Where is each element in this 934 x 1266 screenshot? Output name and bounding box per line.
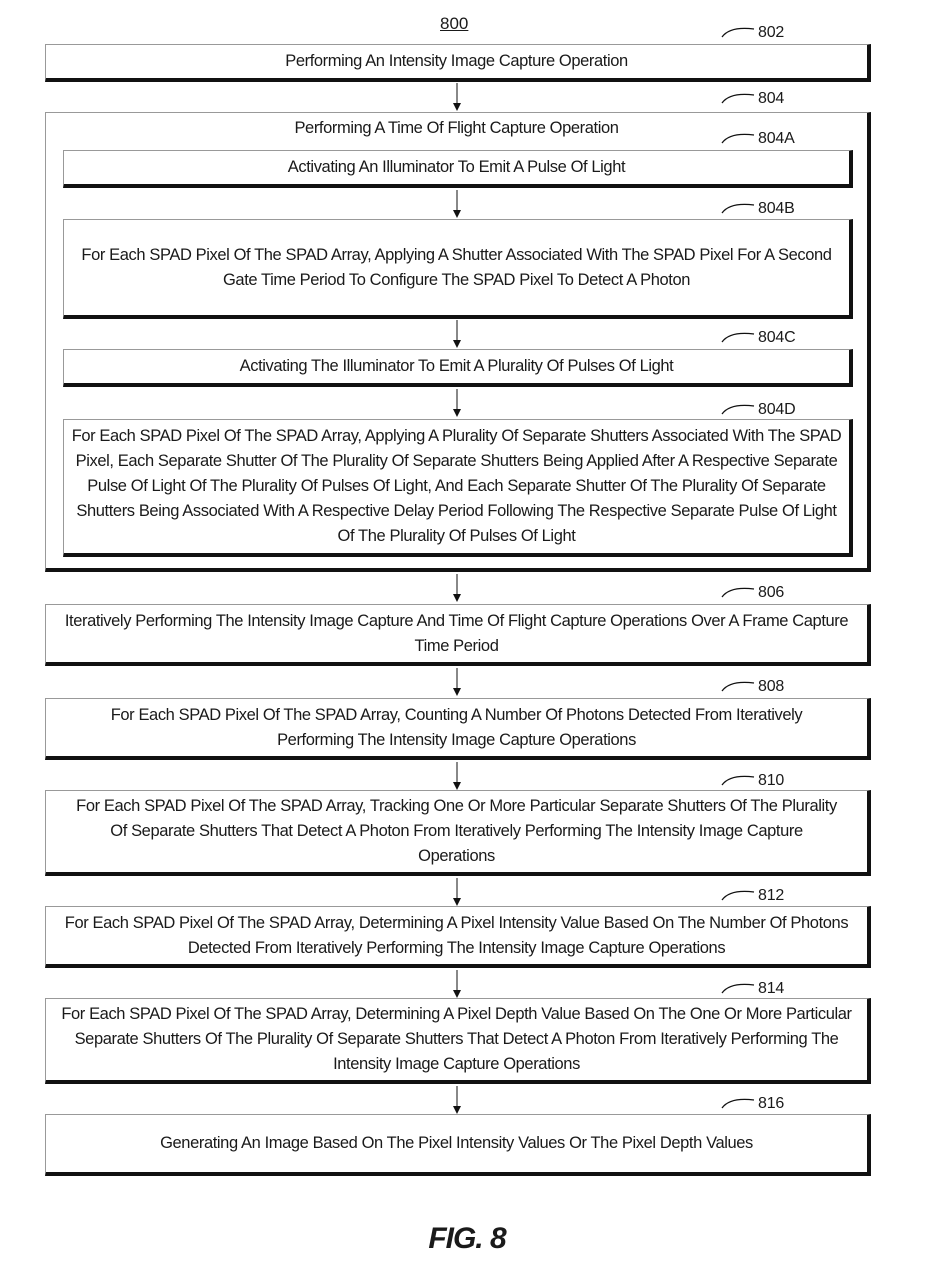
flow-arrow (451, 970, 463, 1000)
leader-line (720, 772, 756, 786)
leader-line (720, 584, 756, 598)
figure-caption: FIG. 8 (428, 1222, 506, 1255)
step-810-text: For Each SPAD Pixel Of The SPAD Array, Tracking One Or More Particular Separate Shutters Of The Plurality Of Separate Shutters That Detect A Photon From Iteratively Performing The Intensity Image Capture Operations (76, 797, 837, 865)
leader-line (720, 678, 756, 692)
ref-label-810: 810 (758, 772, 784, 790)
ref-label-806: 806 (758, 584, 784, 602)
flow-arrow (451, 878, 463, 908)
step-804C-text: Activating The Illuminator To Emit A Plurality Of Pulses Of Light (239, 357, 674, 375)
leader-line (720, 1095, 756, 1109)
ref-label-814: 814 (758, 980, 784, 998)
ref-label-804D: 804D (758, 401, 795, 419)
ref-label-804C: 804C (758, 329, 795, 347)
step-804B-box (63, 219, 853, 319)
ref-label-816: 816 (758, 1095, 784, 1113)
step-804A-text: Activating An Illuminator To Emit A Pulse Of Light (287, 158, 626, 176)
flow-arrow (451, 668, 463, 698)
step-814-box (45, 998, 871, 1084)
step-804A-box (63, 150, 853, 188)
ref-label-804: 804 (758, 90, 784, 108)
step-802-box (45, 44, 871, 82)
leader-line (720, 329, 756, 343)
leader-line (720, 90, 756, 104)
step-812-box (45, 906, 871, 968)
step-804D-box (63, 419, 853, 557)
figure-ref-800: 800 (440, 14, 469, 33)
leader-line (720, 200, 756, 214)
flow-arrow (451, 83, 463, 113)
flow-arrow (451, 574, 463, 604)
step-806-text: Iteratively Performing The Intensity Image Capture And Time Of Flight Capture Operations Over A Frame Capture Time Period (64, 611, 849, 655)
leader-line (720, 401, 756, 415)
ref-label-804B: 804B (758, 200, 795, 218)
step-816-text: Generating An Image Based On The Pixel Intensity Values Or The Pixel Depth Values (160, 1134, 753, 1152)
leader-line (720, 980, 756, 994)
flow-arrow (451, 320, 463, 350)
step-804C-box (63, 349, 853, 387)
leader-line (720, 24, 756, 38)
ref-label-808: 808 (758, 678, 784, 696)
step-804D-text: For Each SPAD Pixel Of The SPAD Array, Applying A Plurality Of Separate Shutters Associated With The SPAD Pixel, Each Separate Shutter Of The Plurality Of Separate Shutters Being Applied After A Respective Separate Pulse Of Light Of The Plurality Of Pulses Of Light, And Each Separate Shutter Of The Plurality Of Separate Shutters Being Associated With A Respective Delay Period Following The Respective Separate Pulse Of Light Of The Plurality Of Pulses Of Light (71, 427, 842, 545)
step-816-box (45, 1114, 871, 1176)
leader-line (720, 130, 756, 144)
step-808-box (45, 698, 871, 760)
step-806-box (45, 604, 871, 666)
leader-line (720, 887, 756, 901)
step-814-text: For Each SPAD Pixel Of The SPAD Array, Determining A Pixel Depth Value Based On The One Or More Particular Separate Shutters Of The Plurality Of Separate Shutters That Detect A Photon From Iteratively Performing The Intensity Image Capture Operations (61, 1005, 852, 1073)
flow-arrow (451, 190, 463, 220)
flow-arrow (451, 762, 463, 792)
step-810-box (45, 790, 871, 876)
step-812-text: For Each SPAD Pixel Of The SPAD Array, Determining A Pixel Intensity Value Based On The Number Of Photons Detected From Iteratively Performing The Intensity Image Capture Operations (64, 913, 849, 957)
step-804B-text: For Each SPAD Pixel Of The SPAD Array, Applying A Shutter Associated With The SPAD Pixel For A Second Gate Time Period To Configure The SPAD Pixel To Detect A Photon (81, 245, 832, 289)
flow-arrow (451, 1086, 463, 1116)
ref-label-812: 812 (758, 887, 784, 905)
step-804-title: Performing A Time Of Flight Capture Operation (294, 119, 619, 137)
flow-arrow (451, 389, 463, 419)
ref-label-804A: 804A (758, 130, 795, 148)
ref-label-802: 802 (758, 24, 784, 42)
step-808-text: For Each SPAD Pixel Of The SPAD Array, Counting A Number Of Photons Detected From Iteratively Performing The Intensity Image Capture Operations (110, 705, 803, 749)
step-802-text: Performing An Intensity Image Capture Operation (285, 52, 628, 70)
